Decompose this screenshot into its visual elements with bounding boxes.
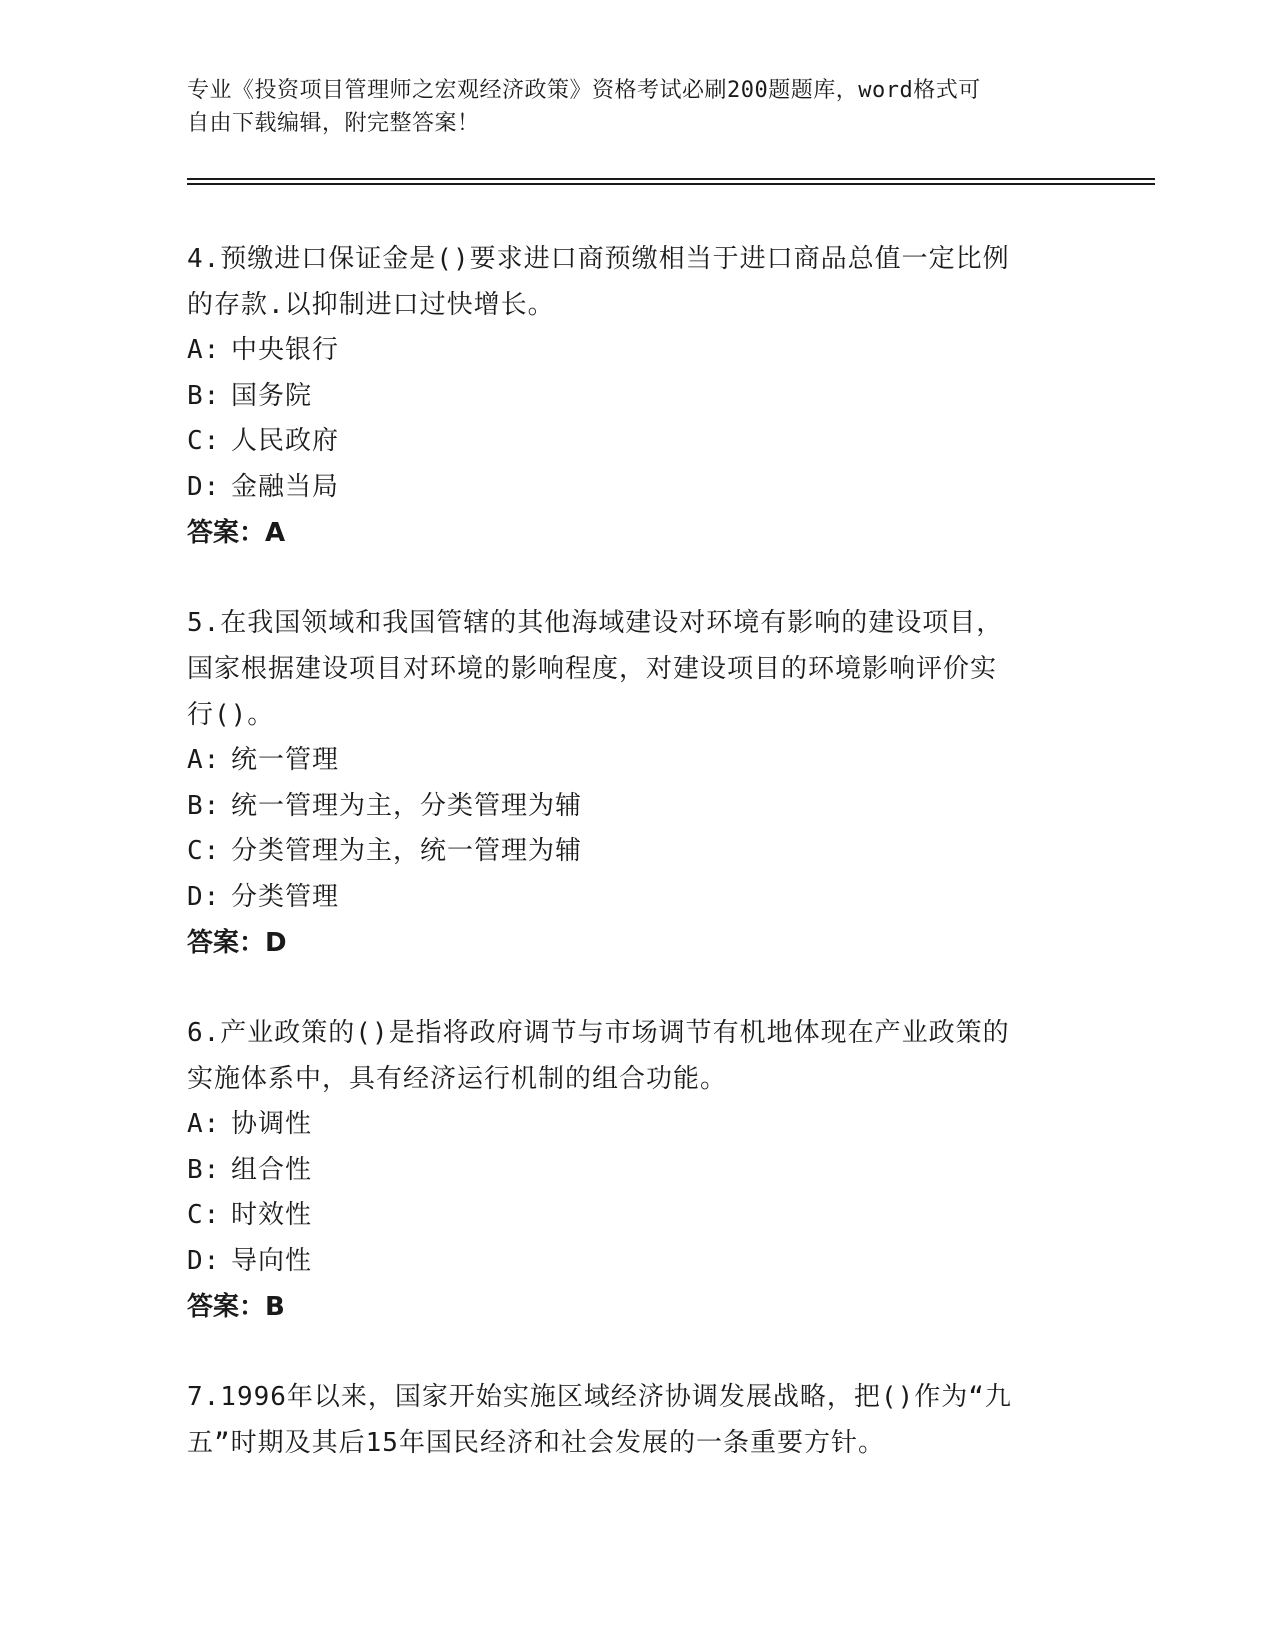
header-divider-top [187,178,1155,180]
option-text: 组合性 [231,1154,313,1185]
option-key: A: [187,745,221,775]
question-text-line: 6.产业政策的()是指将政府调节与市场调节有机地体现在产业政策的 [187,1018,1010,1048]
option-key: B: [187,1154,221,1185]
header-line-1: 专业《投资项目管理师之宏观经济政策》资格考试必刷200题题库，word格式可 [187,78,981,103]
option-key: C: [187,426,221,456]
option-text: 时效性 [231,1200,313,1230]
question-list [187,236,1067,1510]
option-b [187,1148,1067,1194]
question-text-line: 5.在我国领域和我国管辖的其他海域建设对环境有影响的建设项目， [187,608,1004,638]
answer-label: 答案：B [187,1292,285,1322]
option-text: 分类管理为主，统一管理为辅 [231,836,583,866]
option-d [187,465,1067,511]
option-a [187,738,1067,784]
option-text: 人民政府 [231,426,340,456]
option-key: D: [187,881,221,912]
option-text: 协调性 [231,1109,313,1139]
answer-label: 答案：A [187,518,286,548]
question-text-line: 7.1996年以来，国家开始实施区域经济协调发展战略，把()作为“九 [187,1382,1012,1412]
question-text-line: 的存款.以抑制进口过快增长。 [187,290,555,320]
document-header [187,74,1067,140]
option-text: 中央银行 [231,335,340,365]
option-key: A: [187,335,221,365]
option-key: A: [187,1109,221,1139]
question-item [187,236,1067,556]
option-key: B: [187,380,221,411]
option-b [187,374,1067,420]
question-text-line: 五”时期及其后15年国民经济和社会发展的一条重要方针。 [187,1428,885,1458]
option-text: 分类管理 [231,881,340,912]
option-key: B: [187,790,221,821]
option-a [187,328,1067,374]
option-key: C: [187,836,221,866]
question-item [187,1010,1067,1330]
option-text: 统一管理 [231,745,340,775]
option-a [187,1102,1067,1148]
option-c [187,419,1067,465]
header-line-2: 自由下载编辑，附完整答案！ [187,111,480,136]
header-divider-bottom [187,183,1155,185]
option-c [187,829,1067,875]
question-text-line: 实施体系中，具有经济运行机制的组合功能。 [187,1064,728,1094]
question-text-line: 4.预缴进口保证金是()要求进口商预缴相当于进口商品总值一定比例 [187,244,1010,274]
option-text: 导向性 [231,1245,313,1276]
option-text: 统一管理为主，分类管理为辅 [231,790,583,821]
option-key: C: [187,1200,221,1230]
option-c [187,1193,1067,1239]
question-item [187,600,1067,966]
question-item [187,1374,1067,1466]
answer-label: 答案：D [187,928,287,958]
question-text-line: 国家根据建设项目对环境的影响程度，对建设项目的环境影响评价实 [187,654,998,684]
question-text-line: 行()。 [187,700,275,730]
option-b [187,784,1067,830]
option-d [187,1239,1067,1285]
option-key: D: [187,471,221,502]
option-key: D: [187,1245,221,1276]
option-d [187,875,1067,921]
option-text: 国务院 [231,380,313,411]
option-text: 金融当局 [231,471,340,502]
